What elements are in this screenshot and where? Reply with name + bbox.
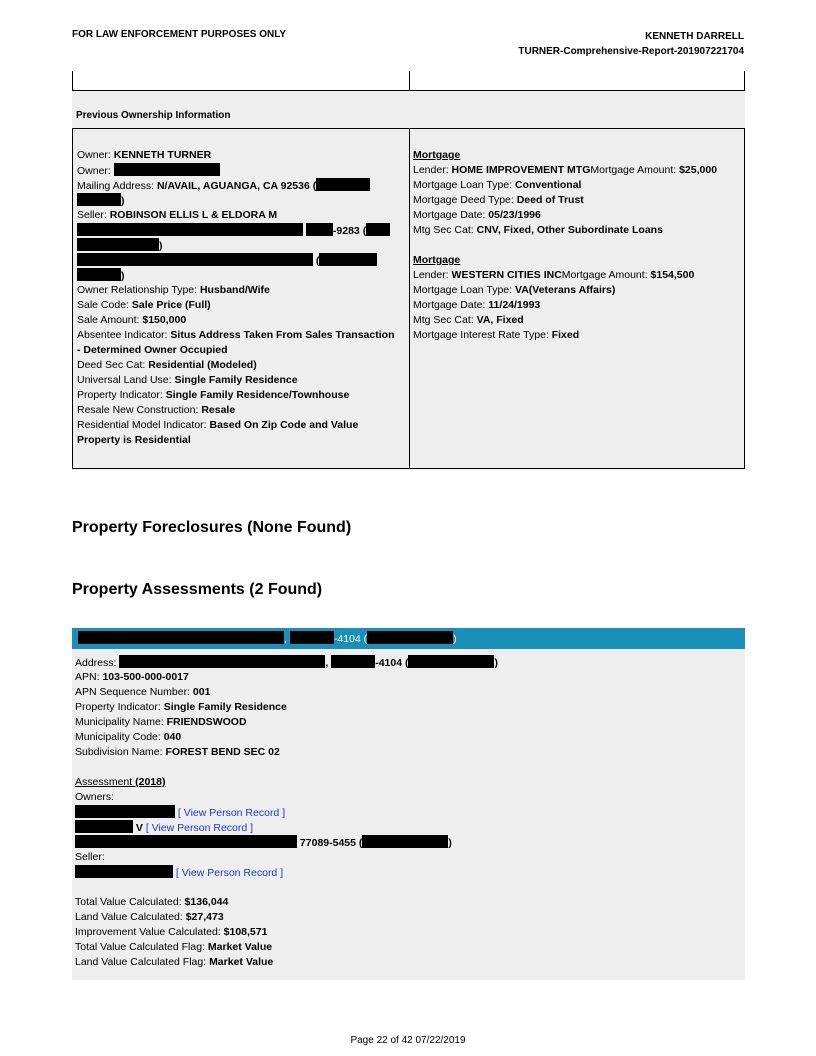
redaction <box>366 223 390 236</box>
previous-table-fragment <box>72 71 745 91</box>
redaction <box>75 865 173 878</box>
mortgage-details: Mortgage Lender: HOME IMPROVEMENT MTGMortgage Amount: $25,000 Mortgage Loan Type: Conventional Mortgage Deed Type: Deed of Trust Mortgage Date: 05/23/1996 Mtg Sec Cat: CNV, Fixed, Other Subordinate Loans Mortgage Lender: WESTERN CITIES INCMortgage Amount: $154,500 Mortgage Loan Type: VA(Veterans Affairs) Mortgage Date: 11/24/1993 Mtg Sec Cat: VA, Fixed Mortgage Interest Rate Type: Fixed <box>413 149 718 341</box>
redaction <box>75 835 297 848</box>
seller-label: Seller: <box>75 851 105 863</box>
redaction <box>77 193 121 206</box>
redaction <box>78 631 284 644</box>
redaction <box>408 655 494 668</box>
mortgage-heading: Mortgage <box>413 149 461 161</box>
redaction <box>362 835 448 848</box>
ownership-details: Owner: KENNETH TURNER Owner: Mailing Address: N/AVAIL, AGUANGA, CA 92536 ( ) Seller: ROBINSON ELLIS L & ELDORA M -9283 ( ) ( ) Owner Relationship Type: Husband/Wife Sale Code: Sale Price (Full) Sale Amount: $150,000 Absentee Indicator: Situs Address Taken From Sales Transaction - Determined Owner Occupied Deed Sec Cat: Residential (Modeled) Universal Land Use: Single Family Residence Property Indicator: Single Family Residence/Townhouse Resale New Construction: Resale Residential Model Indicator: Based On Zip Code and Value Property is Residential <box>77 149 395 446</box>
owners-label: Owners: <box>75 791 115 803</box>
redaction <box>367 631 453 644</box>
assessment-title-bar: , -4104 ( ) <box>72 628 745 649</box>
lender-name: WESTERN CITIES INC <box>451 269 562 281</box>
header-left: FOR LAW ENFORCEMENT PURPOSES ONLY <box>72 29 287 40</box>
report-name-line2: TURNER-Comprehensive-Report-201907221704 <box>518 46 744 57</box>
redaction <box>75 820 133 833</box>
assessment-label: Assessment <box>75 776 133 788</box>
view-person-record-link[interactable]: [ View Person Record ] <box>175 867 284 879</box>
previous-ownership-table <box>72 128 745 469</box>
foreclosures-heading: Property Foreclosures (None Found) <box>72 519 352 536</box>
redaction <box>331 655 375 668</box>
seller-name: ROBINSON ELLIS L & ELDORA M <box>109 209 278 221</box>
redaction <box>306 223 333 236</box>
redaction <box>319 253 377 266</box>
sale-amount: $150,000 <box>142 314 187 326</box>
redaction <box>316 178 370 191</box>
mailing-address: N/AVAIL, AGUANGA, CA 92536 ( <box>156 180 317 192</box>
owner-name: KENNETH TURNER <box>113 149 212 161</box>
total-value: $136,044 <box>184 896 229 908</box>
apn-value: 103-500-000-0017 <box>102 671 189 683</box>
redaction <box>77 238 159 251</box>
assessments-heading: Property Assessments (2 Found) <box>72 581 323 598</box>
mortgage-heading: Mortgage <box>413 254 461 266</box>
redaction <box>77 253 313 266</box>
header-right <box>518 29 744 59</box>
redaction <box>75 805 175 818</box>
redaction <box>114 163 220 176</box>
page-footer: Page 22 of 42 07/22/2019 <box>350 1035 466 1046</box>
report-name-line1: KENNETH DARRELL <box>645 31 744 42</box>
lender-name: HOME IMPROVEMENT MTG <box>451 164 591 176</box>
assessment-details: Address: , -4104 ( ) APN: 103-500-000-0017 APN Sequence Number: 001 Property Indicator: Single Family Residence Municipality Name: FRIENDSWOOD Municipality Code: 040 Subdivision Name: FOREST BEND SEC 02 Assessment (2018) Owners: [ View Person Record ] V [ View Person Record ] 77089-5455 ( ) Seller: [ View Person Record ] Total Value Calculated: $136,044 Land Value Calculated: $27,473 Improvement Value Calculated: $108,571 Total Value Calculated Flag: Market Value Land Value Calculated Flag: Market Value <box>72 649 745 980</box>
previous-ownership-title: Previous Ownership Information <box>76 110 231 121</box>
view-person-record-link[interactable]: [ View Person Record ] <box>177 807 286 819</box>
redaction <box>77 268 121 281</box>
redaction <box>77 223 303 236</box>
redaction <box>290 631 334 644</box>
redaction <box>119 655 325 668</box>
view-person-record-link[interactable]: [ View Person Record ] <box>145 822 254 834</box>
